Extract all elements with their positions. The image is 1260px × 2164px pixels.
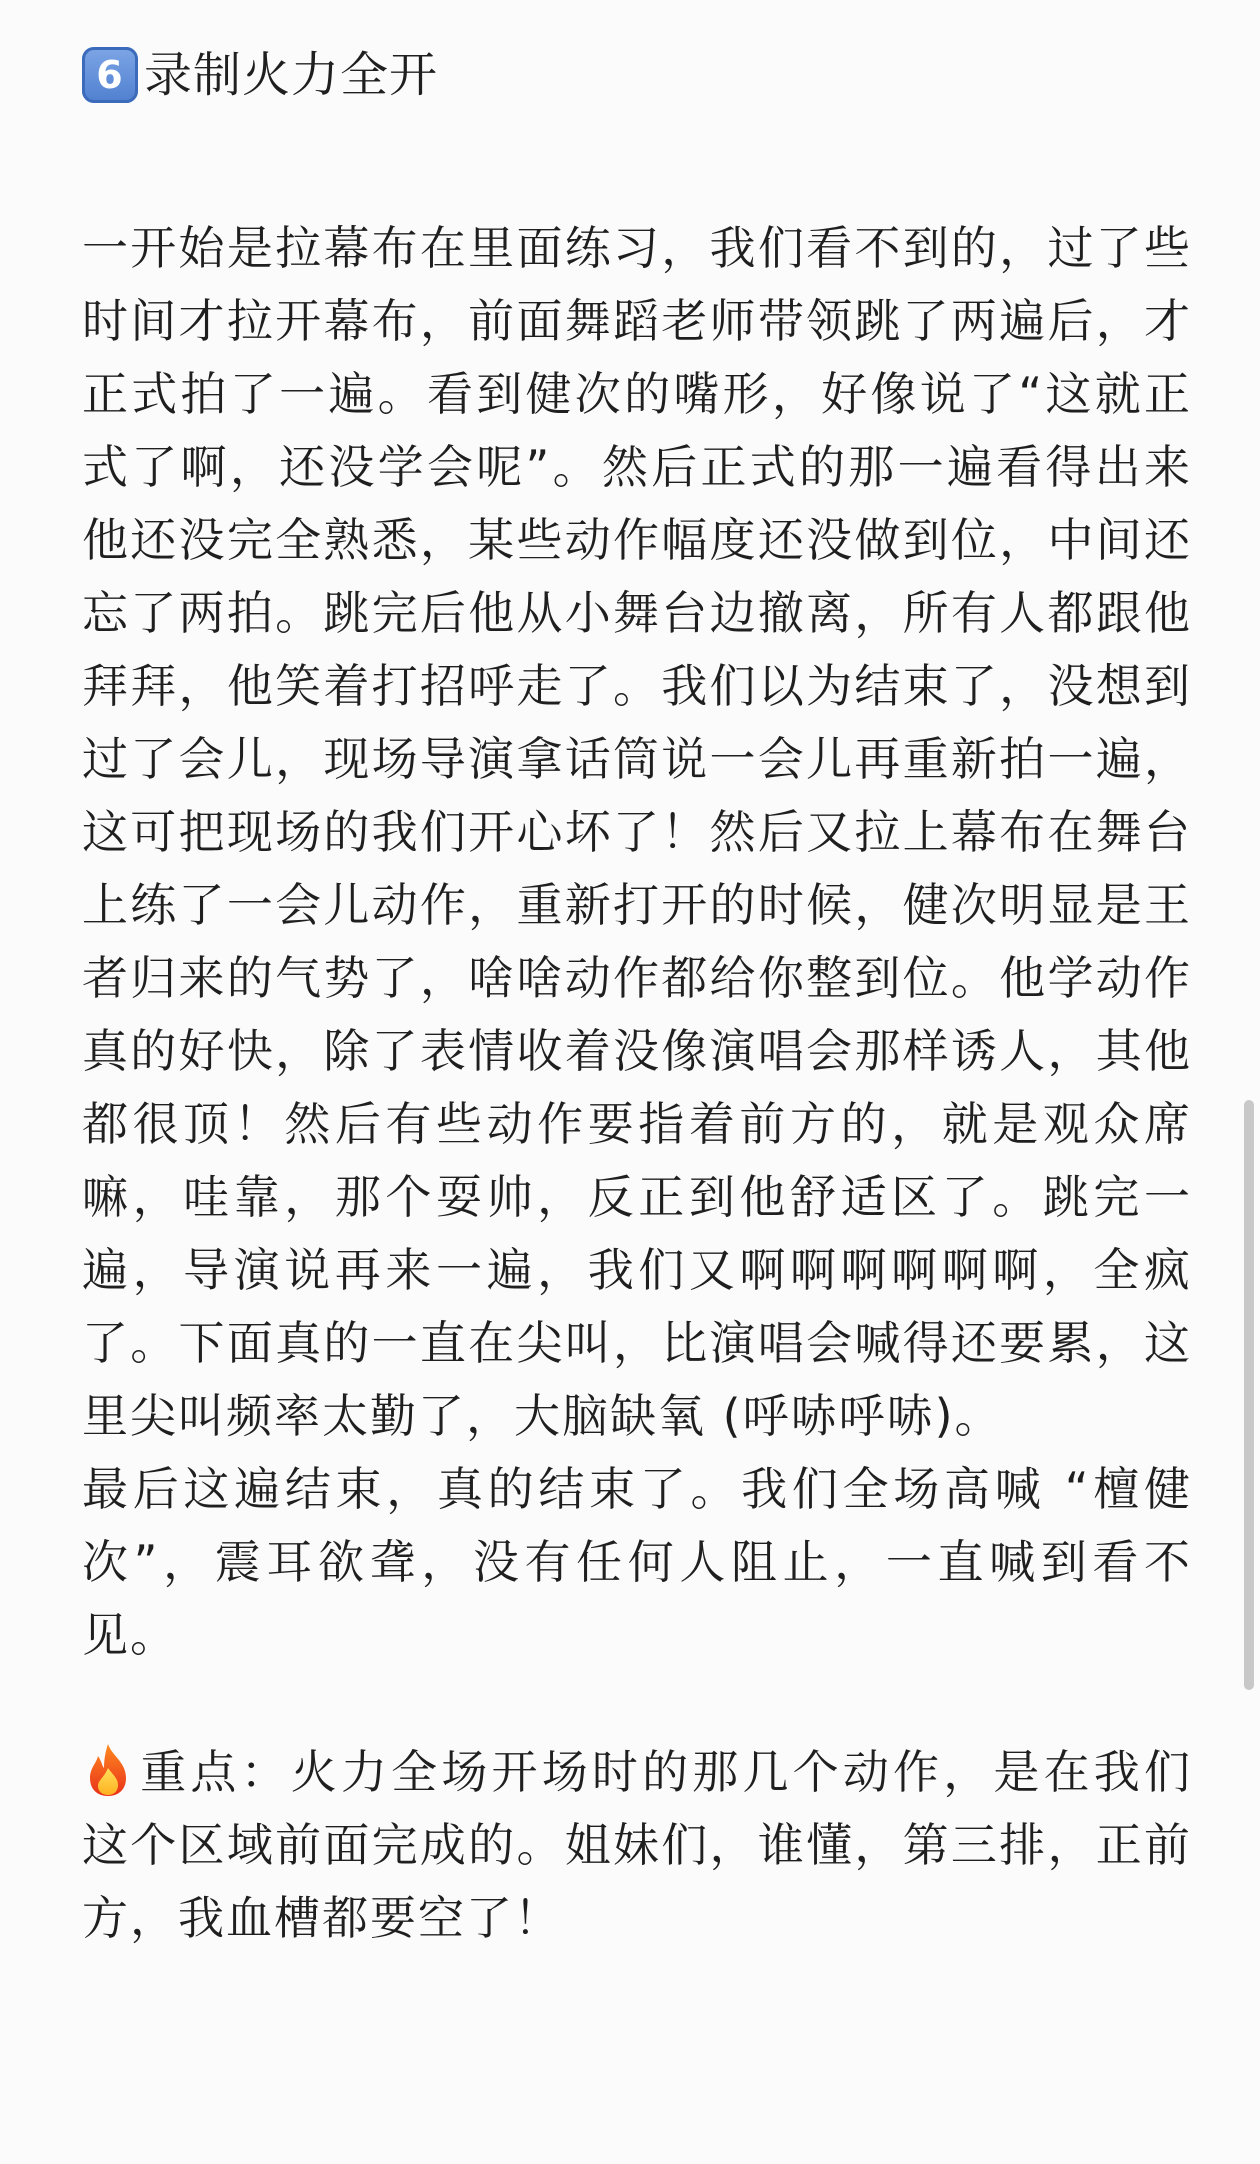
scrollbar-thumb[interactable] [1244,1100,1254,1690]
section-title-text: 录制火力全开 [144,47,439,103]
body-paragraph-2: 最后这遍结束，真的结束了。我们全场高喊 “檀健次”，震耳欲聋，没有任何人阻止，一直喊到看不见。 [82,1462,1192,1662]
section-title [82,38,1192,112]
number-six-keycap-icon: 6 [82,47,138,103]
post-content [82,38,1192,1955]
highlight-paragraph [82,1736,1192,1955]
spacer [82,112,1192,212]
spacer [82,1672,1192,1736]
fire-icon [82,1742,134,1798]
body-paragraph-1: 一开始是拉幕布在里面练习，我们看不到的，过了些时间才拉开幕布，前面舞蹈老师带领跳了两遍后，才正式拍了一遍。看到健次的嘴形，好像说了“这就正式了啊，还没学会呢”。然后正式的那一遍看得出来他还没完全熟悉，某些动作幅度还没做到位，中间还忘了两拍。跳完后他从小舞台边撤离，所有人都跟他拜拜，他笑着打招呼走了。我们以为结束了，没想到过了会儿，现场导演拿话筒说一会儿再重新拍一遍，这可把现场的我们开心坏了！然后又拉上幕布在舞台上练了一会儿动作，重新打开的时候，健次明显是王者归来的气势了，啥啥动作都给你整到位。他学动作真的好快，除了表情收着没像演唱会那样诱人，其他都很顶！然后有些动作要指着前方的，就是观众席嘛，哇靠，那个耍帅，反正到他舒适区了。跳完一遍，导演说再来一遍，我们又啊啊啊啊啊啊，全疯了。下面真的一直在尖叫，比演唱会喊得还要累，这里尖叫频率太勤了，大脑缺氧 (呼哧呼哧)。 [82,221,1192,1443]
highlight-text: 重点：火力全场开场时的那几个动作，是在我们这个区域前面完成的。姐妹们，谁懂，第三排，正前方，我血槽都要空了！ [82,1745,1192,1945]
